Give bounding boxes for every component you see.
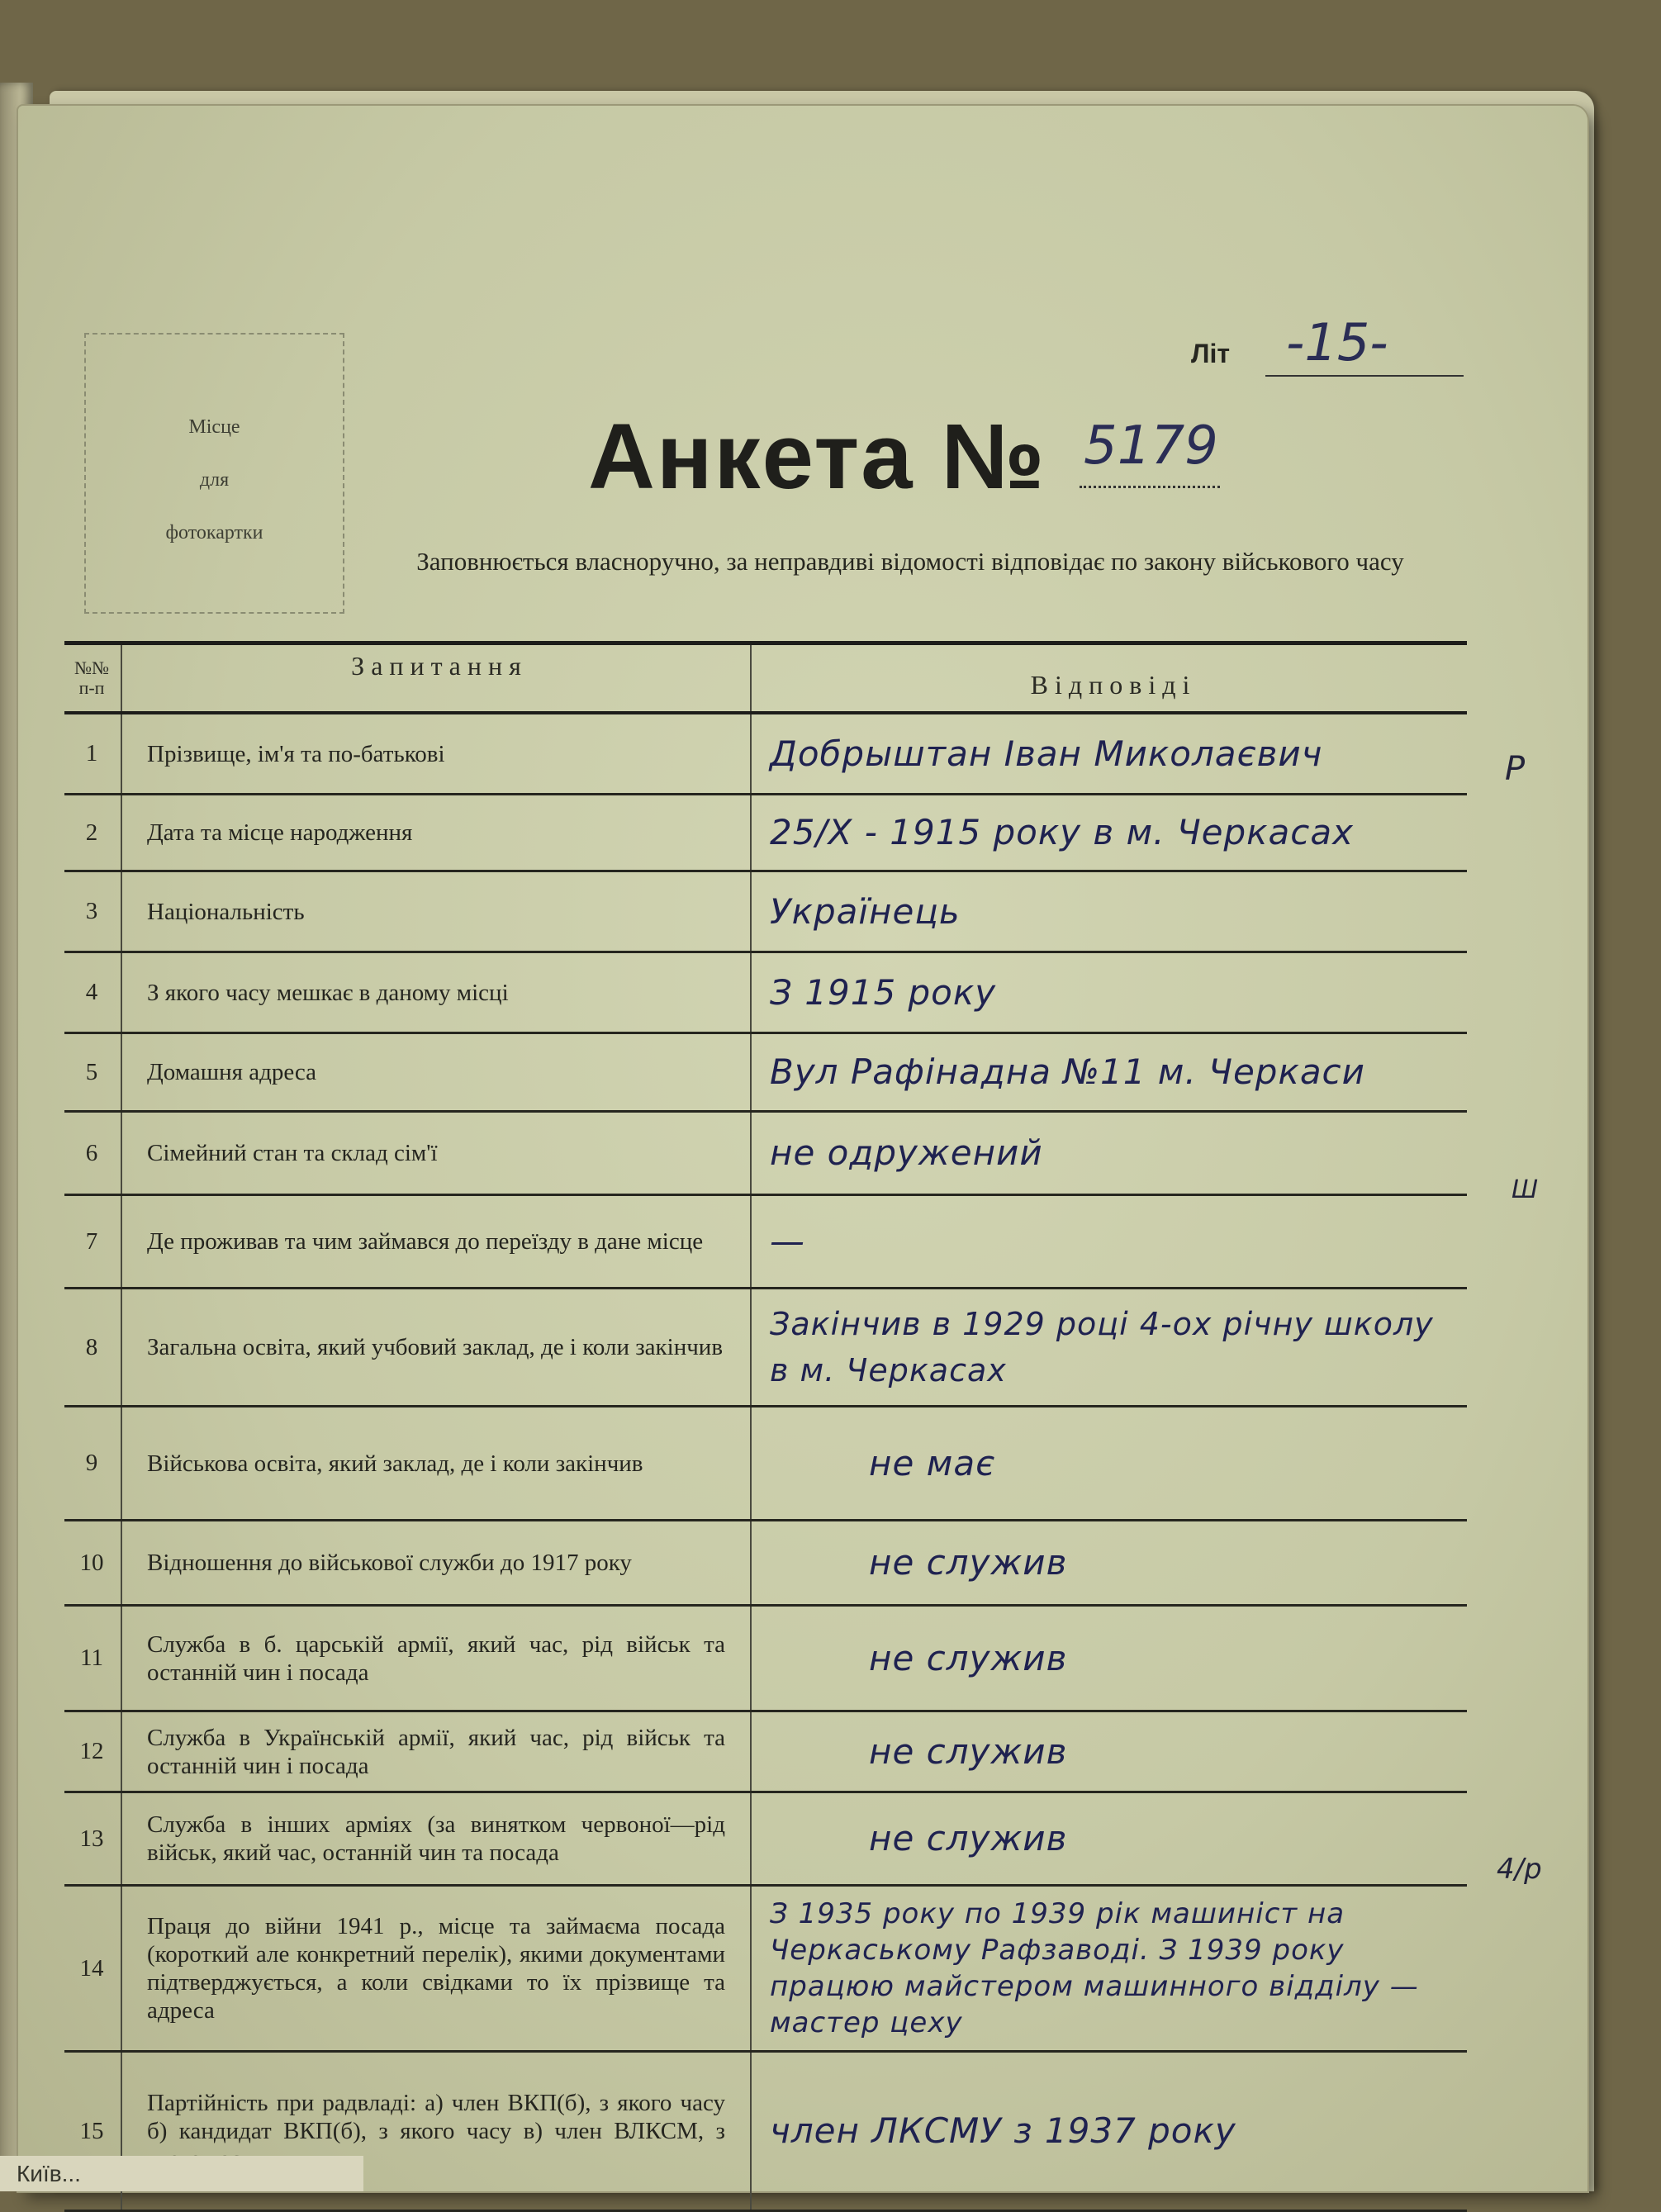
row-question bbox=[121, 953, 752, 1032]
table-row bbox=[64, 1407, 1467, 1521]
photo-placeholder bbox=[84, 333, 344, 614]
row-number: 14 bbox=[79, 1954, 104, 1982]
row-question bbox=[121, 1407, 752, 1519]
row-answer bbox=[753, 953, 1467, 1032]
row-number: 7 bbox=[85, 1227, 98, 1255]
questionnaire-table bbox=[64, 641, 1467, 2212]
row-number: 8 bbox=[85, 1333, 98, 1360]
row-answer-handwritten: не служив bbox=[869, 1818, 1068, 1858]
row-answer-handwritten: не служив bbox=[869, 1730, 1068, 1772]
row-number: 2 bbox=[85, 819, 98, 846]
header-num: №№ п-п bbox=[74, 657, 109, 698]
table-row bbox=[64, 795, 1467, 872]
row-question-text: Відношення до військової служби до 1917 року bbox=[147, 1550, 632, 1576]
row-number: 15 bbox=[79, 2117, 104, 2144]
row-question-text: Праця до війни 1941 р., місце та займаєма посада (короткий але конкретний перелік), якими документами підтверджується, а коли свідками то їх прізвище та адреса bbox=[147, 1913, 725, 2024]
row-number: 11 bbox=[80, 1645, 103, 1671]
row-answer bbox=[753, 1521, 1467, 1604]
row-question bbox=[121, 714, 752, 793]
row-question bbox=[121, 1113, 752, 1194]
row-answer bbox=[753, 1034, 1467, 1110]
row-answer bbox=[753, 1113, 1467, 1194]
page-title: Анкета № bbox=[588, 405, 1046, 508]
sheet-label: Літ bbox=[1191, 339, 1231, 368]
table-row bbox=[64, 714, 1467, 795]
row-number: 4 bbox=[85, 979, 98, 1005]
row-question bbox=[121, 1607, 752, 1710]
table-row bbox=[64, 1034, 1467, 1113]
row-answer-handwritten: не одружений bbox=[770, 1132, 1043, 1173]
row-answer-handwritten: Вул Рафінадна №11 м. Черкаси bbox=[770, 1051, 1365, 1092]
row-question bbox=[121, 1793, 752, 1884]
page-subtitle: Заповнюється власноручно, за неправдиві відомості відповідає по закону військового часу bbox=[416, 547, 1404, 576]
row-answer bbox=[753, 1289, 1467, 1405]
row-question-text: Де проживав та чим займався до переїзду в дане місце bbox=[147, 1228, 704, 1255]
row-number: 12 bbox=[79, 1738, 104, 1764]
row-answer-handwritten: Закінчив в 1929 році 4-ох річну школу в м. Черкасах bbox=[770, 1306, 1434, 1388]
header-question: З а п и т а н н я bbox=[121, 645, 752, 711]
row-number: 9 bbox=[85, 1450, 98, 1476]
row-question-text: Загальна освіта, який учбовий заклад, де і коли закінчив bbox=[147, 1334, 724, 1360]
row-question-text: Служба в Українській армії, який час, рід військ та останній чин і посада bbox=[147, 1724, 725, 1779]
row-question bbox=[121, 1712, 752, 1791]
row-question bbox=[121, 1196, 752, 1287]
row-question-text: Служба в б. царській армії, який час, рід військ та останній чин і посада bbox=[147, 1631, 725, 1686]
sheet-number: -15- bbox=[1286, 312, 1388, 373]
row-answer bbox=[753, 1607, 1467, 1710]
header-answer: В і д п о в і д і bbox=[1030, 670, 1190, 700]
row-number: 10 bbox=[79, 1549, 104, 1576]
row-answer-handwritten: не має bbox=[869, 1442, 996, 1483]
row-question bbox=[121, 1034, 752, 1110]
row-question-text: Військова освіта, який заклад, де і коли закінчив bbox=[147, 1450, 643, 1477]
row-question-text: Партійність при радвладі: а) член ВКП(б), з якого часу б) кандидат ВКП(б), з якого часу в) член ВЛКСМ, з bbox=[147, 2090, 725, 2144]
photo-placeholder-line-2: для bbox=[199, 469, 230, 491]
row-answer bbox=[753, 1887, 1467, 2050]
table-row bbox=[64, 1289, 1467, 1407]
row-number: 5 bbox=[85, 1058, 98, 1085]
table-header bbox=[64, 645, 1467, 714]
row-answer-handwritten: З 1915 року bbox=[770, 971, 997, 1013]
row-answer bbox=[753, 2053, 1467, 2210]
table-row bbox=[64, 1712, 1467, 1793]
row-question bbox=[121, 872, 752, 951]
row-question bbox=[121, 1887, 752, 2050]
row-answer bbox=[753, 795, 1467, 870]
row-question-text: Дата та місце народження bbox=[147, 819, 413, 846]
row-number: 13 bbox=[79, 1825, 104, 1852]
row-answer bbox=[753, 1196, 1467, 1287]
row-answer-handwritten: Добрыштан Іван Миколаєвич bbox=[770, 733, 1323, 774]
row-answer-handwritten: З 1935 року по 1939 рік машиніст на Черкаському Рафзаводі. З 1939 року працюю майстером машинного відділу — мастер цеху bbox=[770, 1897, 1419, 2039]
row-answer bbox=[753, 872, 1467, 951]
row-answer-handwritten: член ЛКСМУ з 1937 року bbox=[770, 2110, 1236, 2151]
table-row bbox=[64, 1887, 1467, 2053]
questionnaire-page bbox=[18, 106, 1587, 2191]
margin-mark-1: Р bbox=[1505, 750, 1526, 788]
row-question-text: Національність bbox=[147, 898, 305, 925]
row-answer bbox=[753, 714, 1467, 793]
row-answer bbox=[753, 1793, 1467, 1884]
row-answer-handwritten: не служив bbox=[869, 1637, 1068, 1678]
row-answer-handwritten: Українець bbox=[770, 890, 961, 932]
row-answer-handwritten: не служив bbox=[869, 1542, 1068, 1583]
table-body bbox=[64, 714, 1467, 2212]
photo-placeholder-line-3: фотокартки bbox=[165, 522, 263, 544]
bottom-cover-strip: Київ... bbox=[0, 2156, 363, 2191]
form-number: 5179 bbox=[1084, 415, 1218, 477]
table-row bbox=[64, 1607, 1467, 1712]
photo-placeholder-line-1: Місце bbox=[188, 416, 240, 438]
table-row bbox=[64, 1196, 1467, 1289]
row-number: 1 bbox=[85, 740, 98, 767]
row-answer-handwritten: — bbox=[770, 1221, 805, 1261]
form-number-line bbox=[1080, 486, 1220, 488]
row-question-text: Служба в інших арміях (за винятком червоної—рід військ, який час, останній чин та посада bbox=[147, 1811, 725, 1866]
sheet-number-line bbox=[1265, 375, 1464, 377]
row-question-text: Прізвище, ім'я та по-батькові bbox=[147, 740, 445, 767]
row-number: 3 bbox=[85, 898, 98, 924]
row-number: 6 bbox=[85, 1139, 98, 1166]
row-answer bbox=[753, 1407, 1467, 1519]
table-row bbox=[64, 1113, 1467, 1196]
row-question bbox=[121, 1521, 752, 1604]
row-question bbox=[121, 1289, 752, 1405]
table-row bbox=[64, 1793, 1467, 1887]
margin-mark-3: 4/р bbox=[1497, 1853, 1542, 1886]
row-question-text: Сімейний стан та склад сім'ї bbox=[147, 1140, 438, 1166]
margin-mark-2: Ш bbox=[1512, 1175, 1539, 1204]
row-answer-handwritten: 25/X - 1915 року в м. Черкасах bbox=[770, 812, 1354, 852]
table-row bbox=[64, 953, 1467, 1034]
row-question bbox=[121, 795, 752, 870]
row-answer bbox=[753, 1712, 1467, 1791]
row-question-text: Домашня адреса bbox=[147, 1059, 317, 1085]
row-question-text: З якого часу мешкає в даному місці bbox=[147, 979, 509, 1006]
table-row bbox=[64, 1521, 1467, 1607]
table-row bbox=[64, 872, 1467, 953]
